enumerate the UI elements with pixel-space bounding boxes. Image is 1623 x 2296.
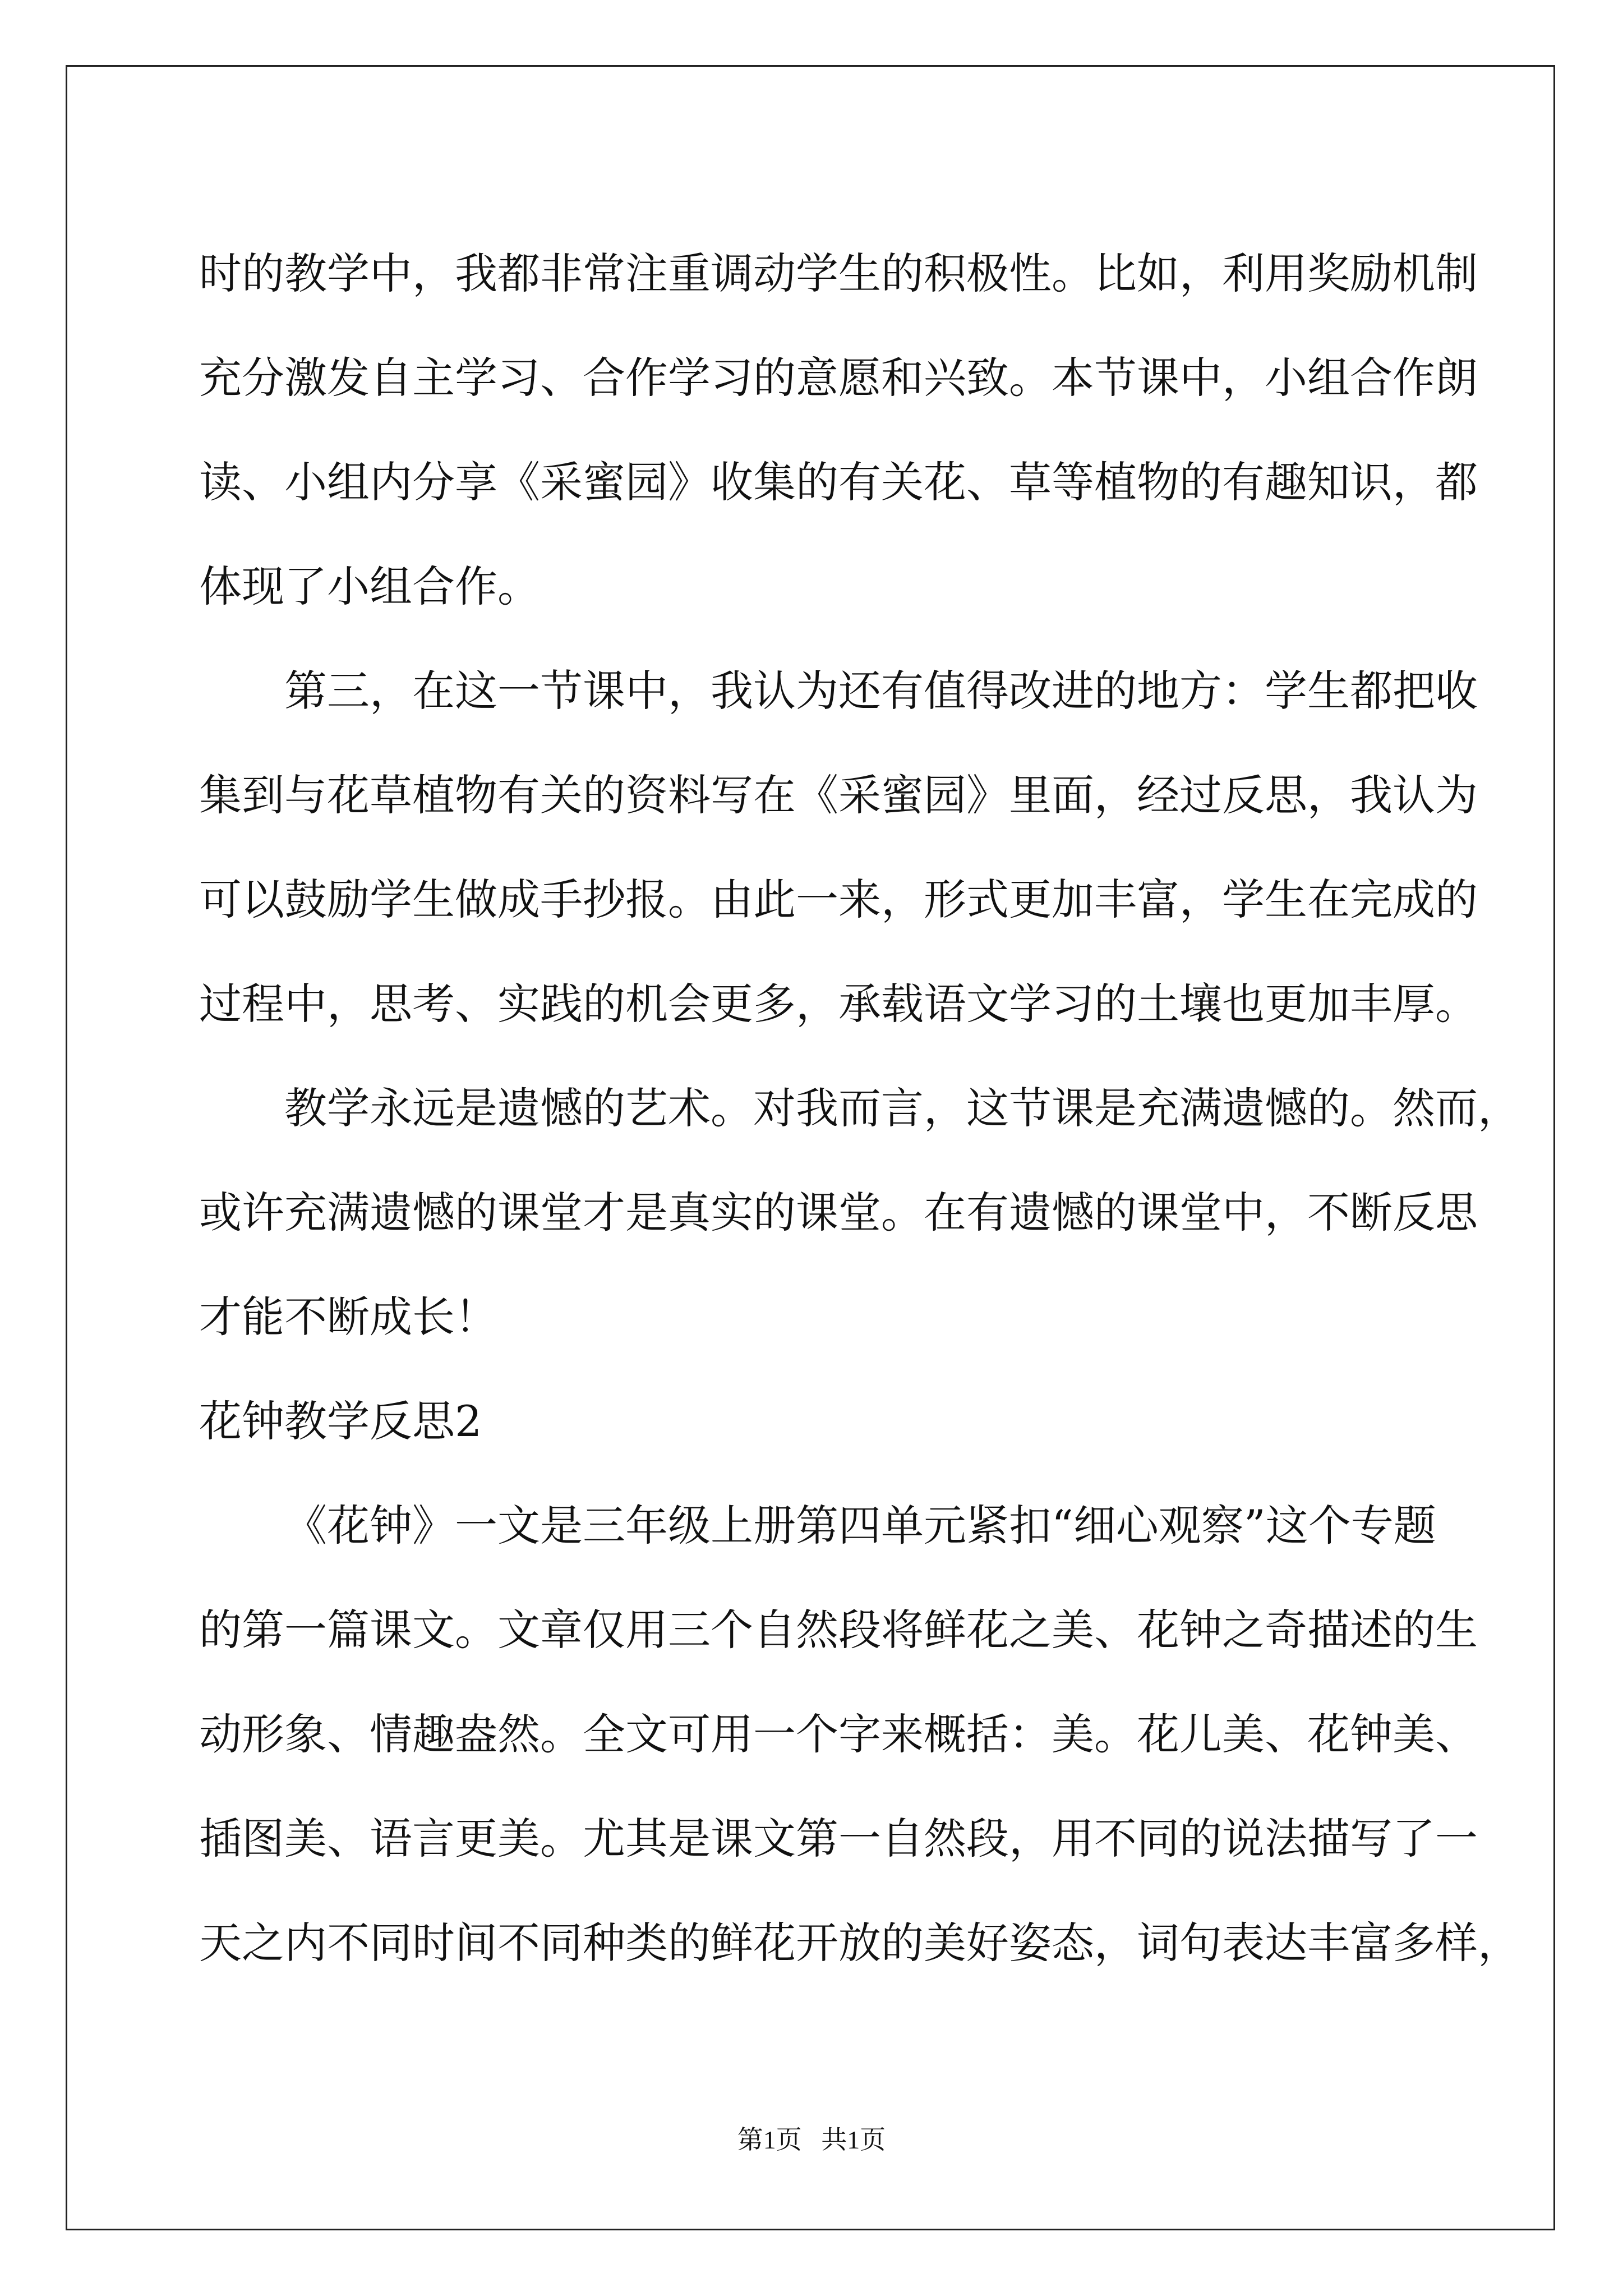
- text-line: 插图美、语言更美。尤其是课文第一自然段，用不同的说法描写了一: [199, 1814, 1478, 1864]
- text-line: 教学永远是遗憾的艺术。对我而言，这节课是充满遗憾的。然而，: [284, 1083, 1520, 1133]
- text-line: 才能不断成长！: [199, 1292, 497, 1342]
- text-line: 充分激发自主学习、合作学习的意愿和兴致。本节课中，小组合作朗: [199, 353, 1478, 403]
- text-line: 第三，在这一节课中，我认为还有值得改进的地方：学生都把收: [284, 666, 1478, 716]
- text-line: 的第一篇课文。文章仅用三个自然段将鲜花之美、花钟之奇描述的生: [199, 1605, 1478, 1655]
- document-body: [199, 222, 1520, 1995]
- text-line: 天之内不同时间不同种类的鲜花开放的美好姿态，词句表达丰富多样，: [199, 1918, 1520, 1968]
- text-line: 可以鼓励学生做成手抄报。由此一来，形式更加丰富，学生在完成的: [199, 875, 1478, 924]
- text-line: 动形象、情趣盎然。全文可用一个字来概括：美。花儿美、花钟美、: [199, 1709, 1478, 1759]
- page-footer: 第1页 共1页: [737, 2125, 886, 2154]
- text-line: 时的教学中，我都非常注重调动学生的积极性。比如，利用奖励机制: [199, 249, 1478, 298]
- text-line: 过程中，思考、实践的机会更多，承载语文学习的土壤也更加丰厚。: [199, 979, 1478, 1029]
- text-line: 或许充满遗憾的课堂才是真实的课堂。在有遗憾的课堂中，不断反思: [199, 1188, 1478, 1237]
- text-line: 《花钟》一文是三年级上册第四单元紧扣“细心观察”这个专题: [284, 1501, 1436, 1550]
- text-line: 集到与花草植物有关的资料写在《采蜜园》里面，经过反思，我认为: [199, 770, 1478, 820]
- text-line: 体现了小组合作。: [199, 562, 540, 611]
- section-heading: 花钟教学反思2: [199, 1396, 482, 1446]
- text-line: 读、小组内分享《采蜜园》收集的有关花、草等植物的有趣知识，都: [199, 457, 1478, 507]
